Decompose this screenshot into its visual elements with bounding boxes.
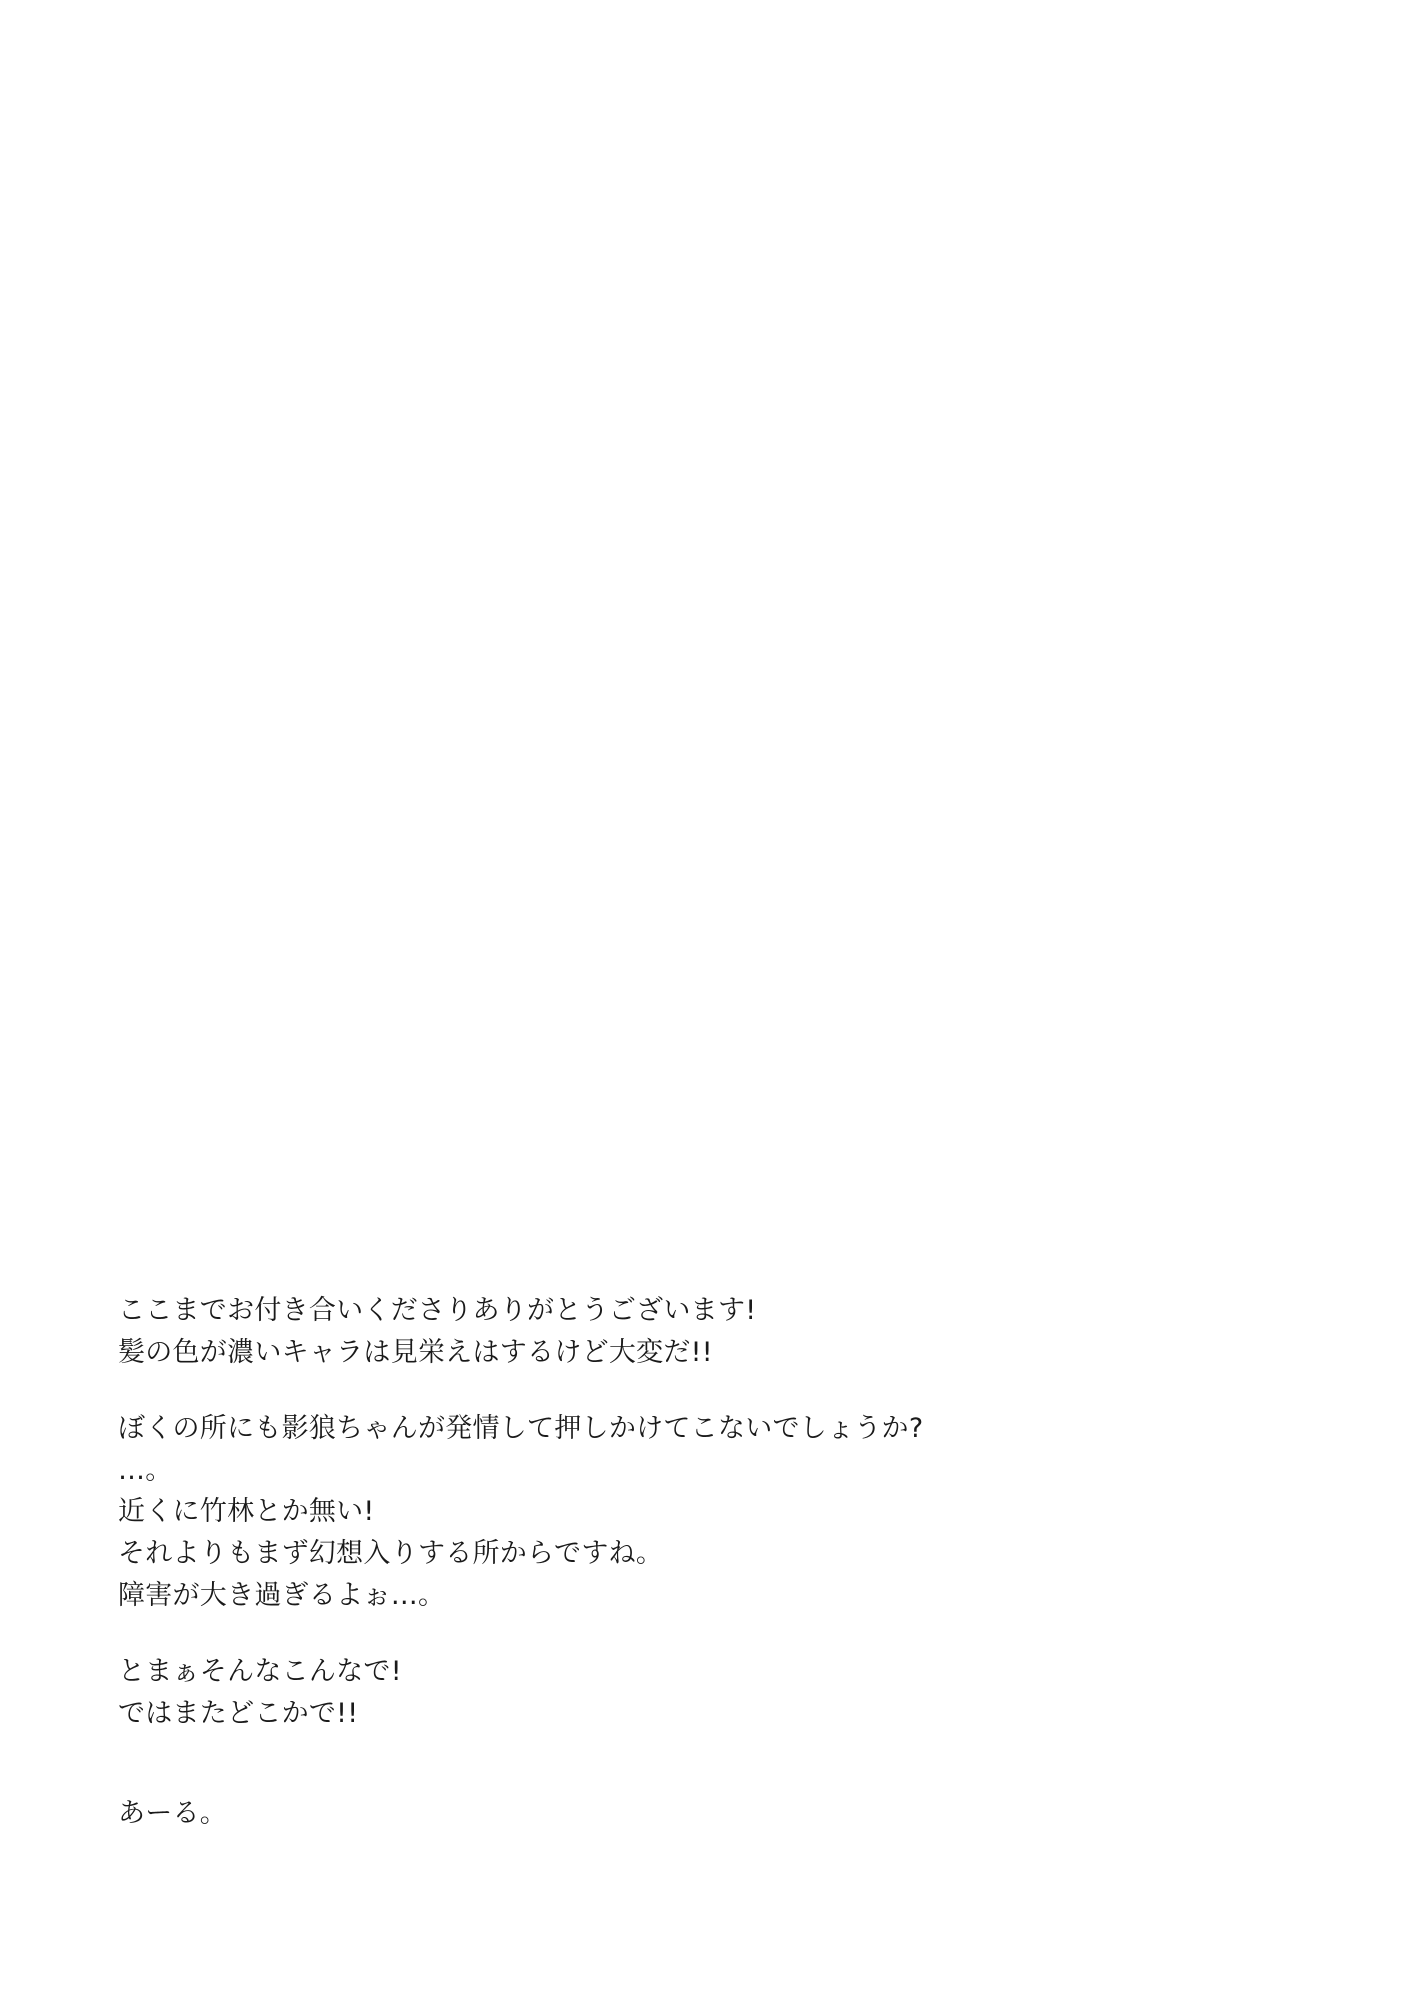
author-signature-text: あーる。	[118, 1797, 228, 1829]
afterword-paragraph-1	[118, 1290, 1218, 1374]
afterword-line: 近くに竹林とか無い!	[118, 1496, 375, 1528]
author-signature	[118, 1793, 1218, 1835]
afterword-line: とまぁそんなこんなで!	[118, 1655, 402, 1687]
afterword-line: …。	[118, 1454, 173, 1486]
afterword-paragraph-2	[118, 1408, 1218, 1617]
afterword-line: ここまでお付き合いくださりありがとうございます!	[118, 1295, 757, 1326]
afterword-line: ぼくの所にも影狼ちゃんが発情して押しかけてこないでしょうか?	[118, 1412, 924, 1444]
afterword-line: ではまたどこかで!!	[118, 1697, 359, 1729]
afterword-line: 髪の色が濃いキャラは見栄えはするけど大変だ!!	[118, 1336, 713, 1368]
afterword-line: それよりもまず幻想入りする所からですね。	[118, 1538, 664, 1570]
afterword-text-block	[118, 1290, 1218, 1834]
afterword-paragraph-3	[118, 1651, 1218, 1735]
afterword-line: 障害が大き過ぎるよぉ…。	[118, 1580, 446, 1612]
